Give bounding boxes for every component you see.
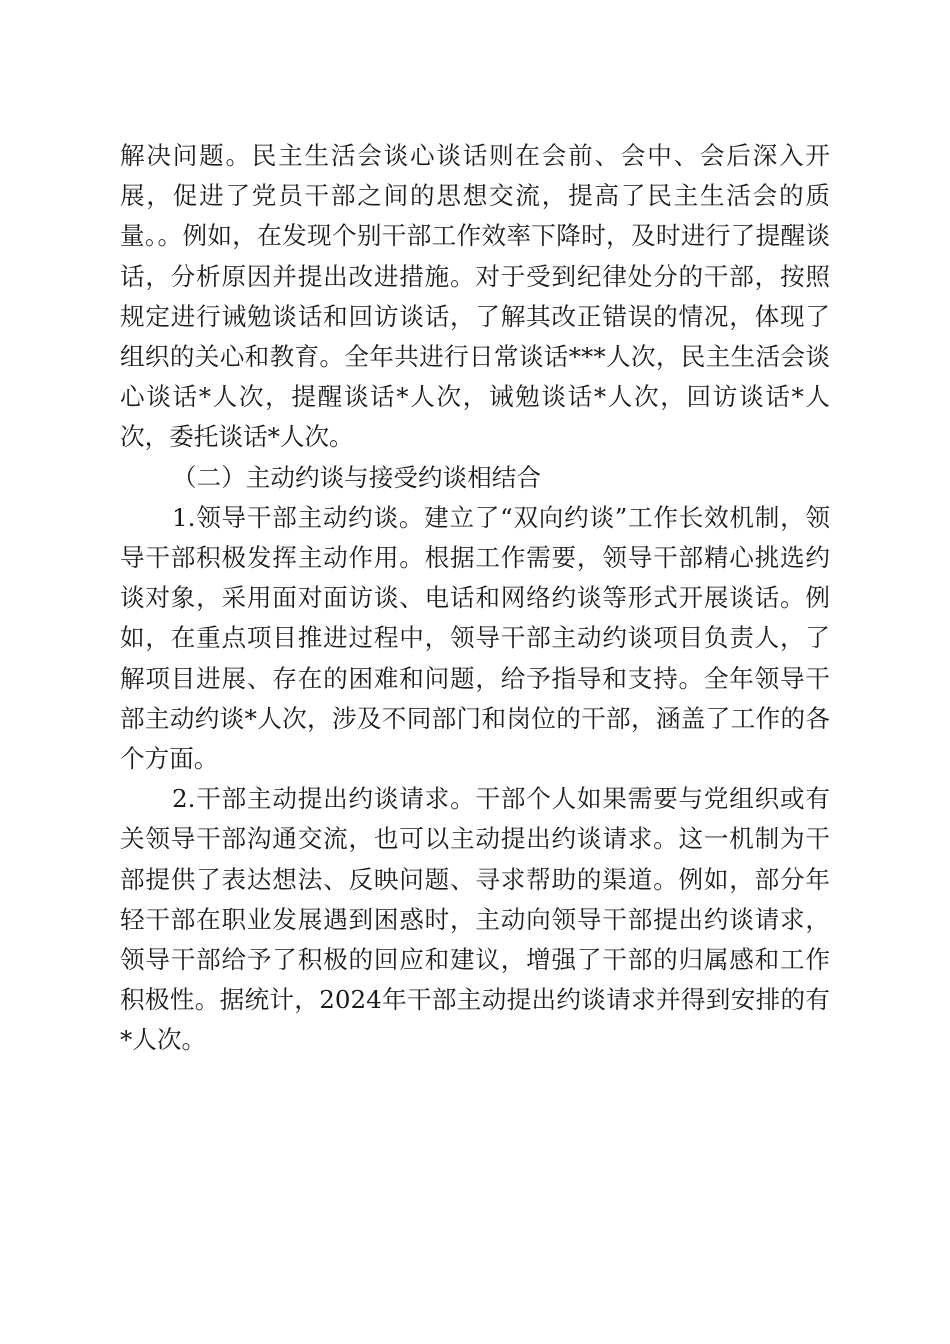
- paragraph-continuation: 解决问题。民主生活会谈心谈话则在会前、会中、会后深入开展，促进了党员干部之间的思想交流，提高了民主生活会的质量。。例如，在发现个别干部工作效率下降时，及时进行了提醒谈话，分析原因并提出改进措施。对于受到纪律处分的干部，按照规定进行诫勉谈话和回访谈话，了解其改正错误的情况，体现了组织的关心和教育。全年共进行日常谈话***人次，民主生活会谈心谈话*人次，提醒谈话*人次，诫勉谈话*人次，回访谈话*人次，委托谈话*人次。: [120, 141, 830, 452]
- section-heading: （二）主动约谈与接受约谈相结合: [172, 462, 541, 492]
- document-body: [120, 136, 830, 1061]
- paragraph-cadre-request: 2.干部主动提出约谈请求。干部个人如果需要与党组织或有关领导干部沟通交流，也可以主动提出约谈请求。这一机制为干部提供了表达想法、反映问题、寻求帮助的渠道。例如，部分年轻干部在职业发展遇到困惑时，主动向领导干部提出约谈请求，领导干部给予了积极的回应和建议，增强了干部的归属感和工作积极性。据统计，2024年干部主动提出约谈请求并得到安排的有*人次。: [120, 784, 830, 1055]
- paragraph-leader-interview: 1.领导干部主动约谈。建立了“双向约谈”工作长效机制，领导干部积极发挥主动作用。根据工作需要，领导干部精心挑选约谈对象，采用面对面访谈、电话和网络约谈等形式开展谈话。例如，在重点项目推进过程中，领导干部主动约谈项目负责人，了解项目进展、存在的困难和问题，给予指导和支持。全年领导干部主动约谈*人次，涉及不同部门和岗位的干部，涵盖了工作的各个方面。: [120, 502, 830, 774]
